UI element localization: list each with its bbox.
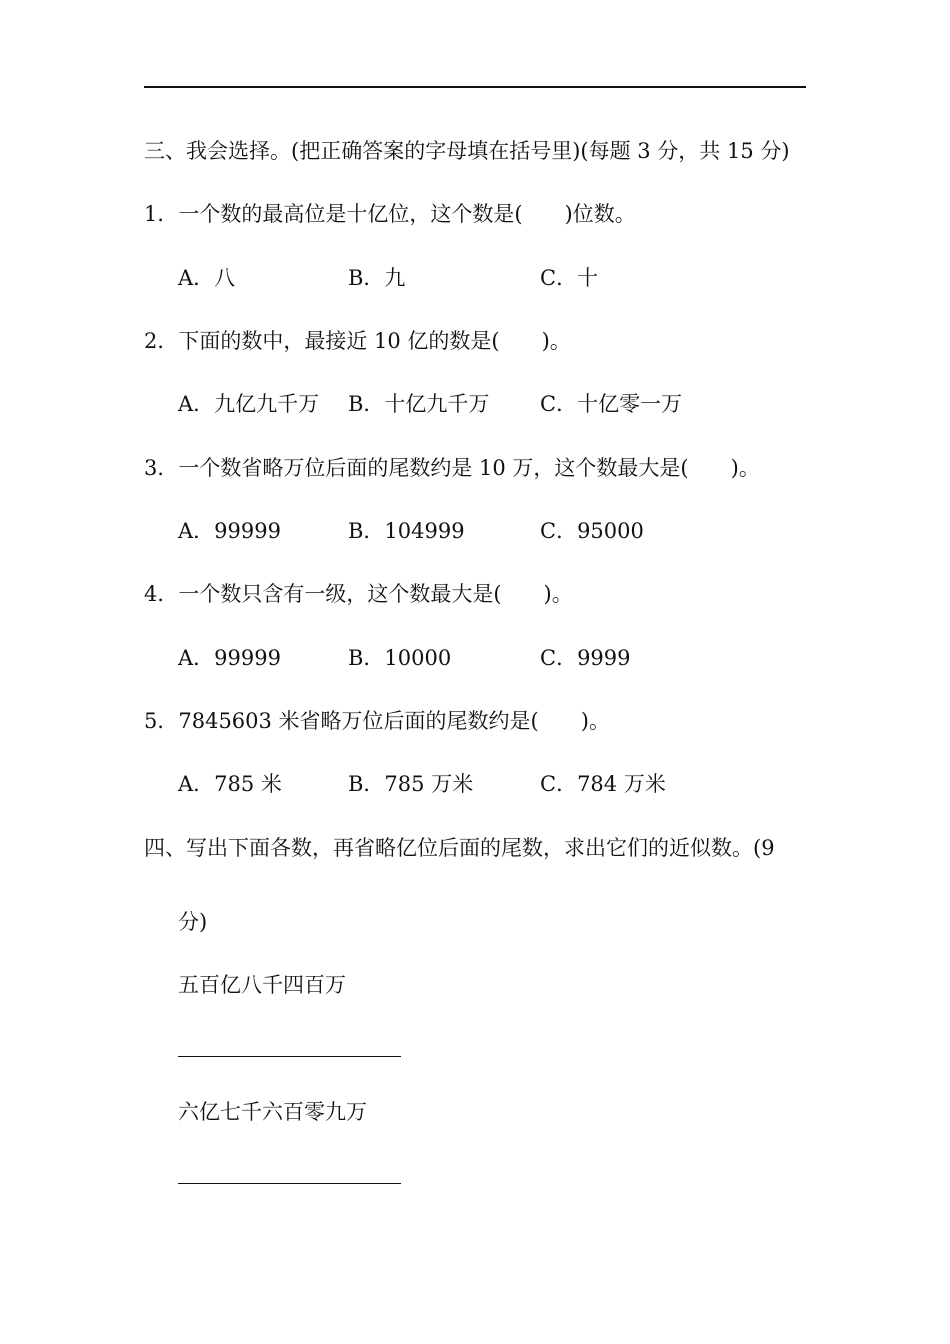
question-3-stem: 3．一个数省略万位后面的尾数约是 10 万，这个数最大是( )。 [144, 456, 760, 480]
question-5-option-a: A．785 米 [178, 772, 282, 796]
question-4-option-a: A．99999 [178, 646, 281, 670]
question-5-option-b: B．785 万米 [348, 772, 474, 796]
header-rule [144, 86, 806, 88]
question-2-option-b: B．十亿九千万 [348, 392, 490, 416]
section-3-heading: 三、我会选择。(把正确答案的字母填在括号里)(每题 3 分，共 15 分) [144, 139, 790, 163]
section-4-item-2: 六亿七千六百零九万 [178, 1100, 367, 1124]
section-4-heading-continued: 分) [178, 910, 208, 934]
question-1-stem: 1．一个数的最高位是十亿位，这个数是( )位数。 [144, 202, 636, 226]
answer-blank-1[interactable] [178, 1056, 401, 1057]
question-4-option-b: B．10000 [348, 646, 452, 670]
question-2-stem: 2．下面的数中，最接近 10 亿的数是( )。 [144, 329, 571, 353]
question-1-option-a: A．八 [178, 266, 236, 290]
question-4-stem: 4．一个数只含有一级，这个数最大是( )。 [144, 582, 573, 606]
question-5-option-c: C．784 万米 [540, 772, 666, 796]
question-4-option-c: C．9999 [540, 646, 631, 670]
question-3-option-c: C．95000 [540, 519, 644, 543]
question-2-option-c: C．十亿零一万 [540, 392, 683, 416]
question-2-option-a: A．九亿九千万 [178, 392, 320, 416]
question-5-stem: 5．7845603 米省略万位后面的尾数约是( )。 [144, 709, 610, 733]
section-4-heading: 四、写出下面各数，再省略亿位后面的尾数，求出它们的近似数。(9 [144, 836, 775, 860]
question-1-option-c: C．十 [540, 266, 599, 290]
section-4-item-1: 五百亿八千四百万 [178, 973, 346, 997]
question-3-option-b: B．104999 [348, 519, 465, 543]
answer-blank-2[interactable] [178, 1183, 401, 1184]
question-3-option-a: A．99999 [178, 519, 281, 543]
question-1-option-b: B．九 [348, 266, 406, 290]
